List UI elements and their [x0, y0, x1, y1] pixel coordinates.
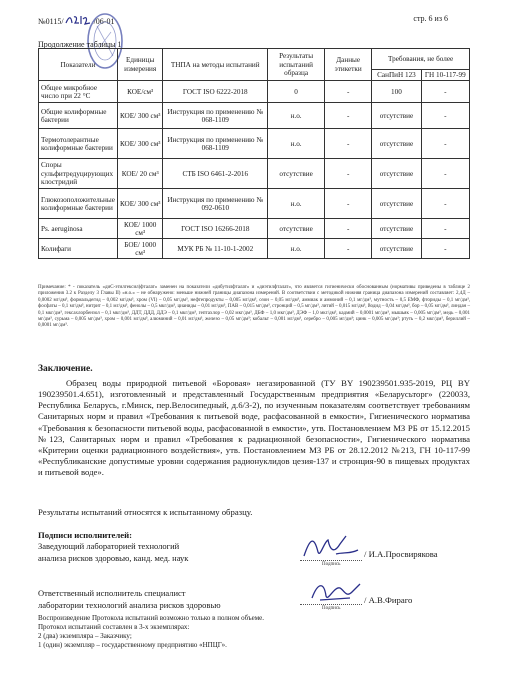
cell-label: -	[325, 189, 372, 219]
cell-sanpin: отсутствие	[372, 239, 421, 259]
footer-line: Воспроизведение Протокола испытаний возможно только в полном объеме.	[38, 614, 265, 622]
col-indicator: Показатели	[39, 49, 118, 81]
col-method: ТНПА на методы испытаний	[163, 49, 268, 81]
signatory2-position-line2: лаборатории технологий анализа рисков здоровью	[38, 600, 221, 610]
cell-method: ГОСТ ISO 16266-2018	[163, 219, 268, 239]
cell-method: ГОСТ ISO 6222-2018	[163, 81, 268, 103]
cell-result: отсутствие	[268, 159, 325, 189]
cell-result: н.о.	[268, 239, 325, 259]
cell-sanpin: отсутствие	[372, 159, 421, 189]
col-result: Результаты испытаний образца	[268, 49, 325, 81]
cell-result: отсутствие	[268, 219, 325, 239]
protocol-number-suffix: /06-01	[93, 17, 115, 26]
cell-label: -	[325, 219, 372, 239]
footer-notes	[38, 614, 264, 650]
cell-indicator: Общее микробное число при 22 °С	[39, 81, 118, 103]
conclusion-text: Образец воды природной питьевой «Боровая» негазированной (ТУ BY 190239501.935-2019, РЦ BY 190239501.4.651), изготовленный и представленный Государственным предприятия «Беларусьторг» (220033, Республика Беларусь, г.Минск, пер.Велосипедный, д.6/3-2), по изученным показателям соответствует требованиям Санитарных норм и правил «Требования к питьевой воде, расфасованной в емкости», Гигиенического норматива «Требования к безопасности питьевой воды, расфасованной в емкости», утв. Постановлением МЗ РБ от 15.12.2015 №123, Санитарных норм и правил «Требования к радиационной безопасности», Гигиенического норматива «Критерии оценки радиационного воздействия», утв. Постановлением МЗ РБ от 28.12.2012 №213, ГН 10-117-99 «Республиканские допустимые уровни содержания радионуклидов цезия-137 и стронция-90 в пищевых продуктах и питьевой воде».	[38, 378, 470, 477]
cell-gn: -	[421, 159, 469, 189]
cell-indicator: Термотолерантные колиформные бактерии	[39, 129, 118, 159]
cell-indicator: Споры сульфитредуцирующих клостридий	[39, 159, 118, 189]
signature2-icon	[306, 578, 364, 606]
cell-label: -	[325, 103, 372, 129]
page-number: стр. 6 из 6	[413, 14, 448, 23]
col-req-sanpin: СанПиН 123	[372, 70, 421, 81]
cell-result: н.о.	[268, 103, 325, 129]
cell-sanpin: отсутствие	[372, 219, 421, 239]
cell-indicator: Глюкозоположительные колиформные бактерии	[39, 189, 118, 219]
cell-method: Инструкция по применению № 068-1109	[163, 103, 268, 129]
col-req-gn: ГН 10-117-99	[421, 70, 469, 81]
signatory1-position-line1: Заведующий лабораторией технологий	[38, 541, 180, 551]
conclusion-heading: Заключение.	[38, 364, 93, 374]
signatories-heading: Подписи исполнителей:	[38, 530, 133, 540]
cell-result: н.о.	[268, 129, 325, 159]
footer-line: 2 (два) экземпляра – Заказчику;	[38, 632, 132, 641]
cell-gn: -	[421, 81, 469, 103]
cell-method: Инструкция по применению № 092-0610	[163, 189, 268, 219]
table-footnote: Примечание: * - показатель «диС-этилгексил)фталат» заменен на показатели «дибутилфталат» и «диэтилфталат», что является гигиенически обоснованным (нормативы приведены в таблице 2 приложения 3.2 к Разделу 3 Главы II) «н.о.» – не обнаружено: меньше нижней границы диапазона измерений. В соответствии с методикой нижняя граница диапазона измерений составляет: 2,4Д – 0,0002 мг/дм³, формальдегид – 0,002 мг/дм³, хром (VI) – 0,05 мг/дм³, нефтепродукты – 0,005 мг/дм³, озон – 0,05 мг/дм³, аммиак и аммоний – 0,1 мг/дм³, мутность – 0,5 ЕМФ, фториды – 0,1 мг/дм³, фосфаты – 0,1 мг/дм³, нитрит – 0,1 мг/дм³, фенолы – 0,5 мкг/дм³, цианиды – 0,01 мг/дм³, ПАВ – 0,015 мг/дм³, стронций – 0,5 мг/дм³, литий – 0,015 мг/дм³, йодид – 0,04 мг/дм³, бор – 0,05 мг/дм³, линдан – 0,1 мкг/дм³, гексахлорбензол – 0,1 мкг/дм³, ДДТ, ДДД, ДДЭ – 0,1 мкг/дм³, гептахлор – 0,02 мкг/дм³, ДБФ – 1,0 мкг/дм³, ДЭФ – 1,0 мкг/дм³, кадмий – 0,0001 мг/дм³, мышьяк – 0,005 мг/дм³, медь – 0,001 мг/дм³, сурьма – 0,005 мг/дм³, хром – 0,001 мг/дм³, алюминий – 0,01 мг/дм³, железо – 0,05 мг/дм³; кобальт – 0,001 мг/дм³, серебро – 0,005 мг/дм³; цинк – 0,005 мг/дм³; ртуть – 0,2 мкг/дм³, бериллий – 0,0001 мг/дм³.	[38, 285, 470, 329]
table-continuation-label: Продолжение таблицы 1	[38, 40, 122, 49]
cell-label: -	[325, 81, 372, 103]
table-row	[39, 159, 470, 189]
table-row	[39, 219, 470, 239]
results-table	[38, 48, 470, 259]
cell-result: н.о.	[268, 189, 325, 219]
table-row	[39, 239, 470, 259]
signature2-caption: Подпись	[322, 606, 341, 611]
cell-indicator: Общие колиформные бактерии	[39, 103, 118, 129]
cell-result: 0	[268, 81, 325, 103]
col-requirements: Требования, не более	[372, 49, 470, 70]
cell-sanpin: отсутствие	[372, 103, 421, 129]
signatory1-name: / И.А.Просвирякова	[364, 549, 438, 559]
cell-unit: КОЕ/ 300 см³	[117, 103, 163, 129]
cell-method: Инструкция по применению № 068-1109	[163, 129, 268, 159]
cell-method: МУК РБ № 11-10-1-2002	[163, 239, 268, 259]
cell-indicator: Ps. aeruginosa	[39, 219, 118, 239]
cell-label: -	[325, 129, 372, 159]
signature2-line	[300, 604, 362, 605]
signatory1-position-line2: анализа рисков здоровью, канд. мед. наук	[38, 553, 189, 563]
signature1-icon	[300, 532, 362, 562]
cell-gn: -	[421, 219, 469, 239]
cell-indicator: Колифаги	[39, 239, 118, 259]
table-row	[39, 189, 470, 219]
cell-unit: КОЕ/ 300 см³	[117, 189, 163, 219]
cell-unit: КОЕ/ 20 см³	[117, 159, 163, 189]
cell-unit: КОЕ/ 1000 см³	[117, 219, 163, 239]
cell-gn: -	[421, 189, 469, 219]
cell-unit: КОЕ/ 300 см³	[117, 129, 163, 159]
cell-gn: -	[421, 239, 469, 259]
signature1-line	[300, 560, 362, 561]
cell-unit: КОЕ/см³	[117, 81, 163, 103]
signature1-caption: Подпись	[322, 562, 341, 567]
protocol-number-prefix: №0115/	[38, 17, 64, 26]
col-label: Данные этикетки	[325, 49, 372, 81]
table-row	[39, 81, 470, 103]
cell-gn: -	[421, 129, 469, 159]
result-statement: Результаты испытаний относятся к испытанному образцу.	[38, 507, 253, 517]
signatory2-position-line1: Ответственный исполнитель специалист	[38, 588, 186, 598]
cell-label: -	[325, 159, 372, 189]
cell-unit: БОЕ/ 1000 см³	[117, 239, 163, 259]
cell-sanpin: отсутствие	[372, 129, 421, 159]
cell-method: СТБ ISO 6461-2-2016	[163, 159, 268, 189]
cell-sanpin: отсутствие	[372, 189, 421, 219]
cell-label: -	[325, 239, 372, 259]
cell-sanpin: 100	[372, 81, 421, 103]
table-row	[39, 129, 470, 159]
table-row	[39, 103, 470, 129]
signatory2-name: / А.В.Фираго	[364, 595, 413, 605]
footer-line: Протокол испытаний составлен в 3-х экземплярах:	[38, 623, 190, 632]
col-unit: Единицы измерения	[117, 49, 163, 81]
footer-line: 1 (один) экземпляр – государственному предприятию «НПЦГ».	[38, 641, 227, 650]
cell-gn: -	[421, 103, 469, 129]
